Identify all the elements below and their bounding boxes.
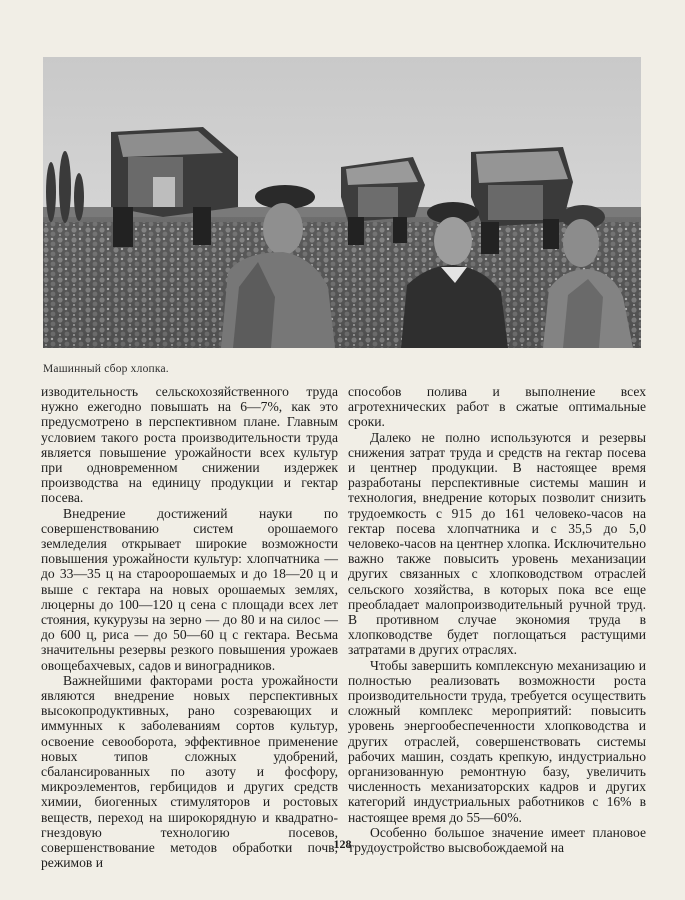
right-text-column xyxy=(348,384,646,855)
paragraph: Важнейшими факторами роста урожайности являются внедрение новых перспективных высокопродуктивных, рано созревающих и иммунных к заболеваниям сортов культур, освоение севооборота, эффективное применение новых типов сложных удобрений, сбалансированных по азоту и фосфору, микроэлементов, гербицидов и других средств химии, биогенных стимуляторов и ростовых веществ, переход на широкорядную и квадратно-гнездовую технологию посевов, совершенствование методов обработки почв, режимов и xyxy=(41,672,338,871)
paragraph: Далеко не полно используются и резервы снижения затрат труда и средств на гектар посева и центнер продукции. В настоящее время разработаны перспективные системы машин и технология, внедрение которых позволит снизить трудоемкость с 915 до 161 человеко-часов на гектар посева хлопчатника и с 35,5 до 5,0 человеко-часов на центнер хлопка. Исключительно важно также повысить уровень механизации других связанных с хлопководством отраслей сельского хозяйства, в которых пока все еще преобладает малопроизводительный ручной труд. В противном случае экономия труда в хлопководстве будет поглощаться растущими затратами в других отраслях. xyxy=(348,429,646,658)
page-number: 128 xyxy=(333,837,352,851)
paragraph: Внедрение достижений науки по совершенствованию систем орошаемого земледелия открывает широкие возможности повышения урожайности культур: хлопчатника — до 33—35 ц на староорошаемых и до 18—20 ц и выше с гектара на новых орошаемых землях, люцерны до 100—120 ц сена с площади всех лет стояния, кукурузы на зерно — до 80 и на силос — до 600 ц, риса — до 50—60 ц с гектара. Весьма значительны резервы резкого повышения урожаев овощебахчевых, садов и виноградников. xyxy=(41,505,338,673)
photo-caption: Машинный сбор хлопка. xyxy=(43,363,169,375)
left-text-column xyxy=(41,384,338,871)
cotton-harvest-photo xyxy=(43,57,641,348)
paragraph: Чтобы завершить комплексную механизацию и полностью реализовать возможности роста производительности труда, требуется осуществить сложный комплекс мероприятий: повысить уровень энергообеспеченности хлопководства и других отраслей, совершенствовать системы рабочих машин, создать крепкую, индустриально организованную ремонтную базу, увеличить численность механизаторских кадров и других категорий индустриальных работников с 16% в настоящее время до 55—60%. xyxy=(348,657,646,825)
paragraph: изводительность сельскохозяйственного труда нужно ежегодно повышать на 6—7%, как это предусмотрено в перспективном плане. Главным условием такого роста производительности труда является повышение урожайности всех культур при одновременном снижении издержек производства на единицу продукции и гектар посева. xyxy=(41,384,338,506)
harvest-scene-illustration xyxy=(43,57,641,348)
paragraph: Особенно большое значение имеет плановое трудоустройство высвобождаемой на xyxy=(348,824,646,856)
paragraph: способов полива и выполнение всех агротехнических работ в сжатые оптимальные сроки. xyxy=(348,384,646,430)
